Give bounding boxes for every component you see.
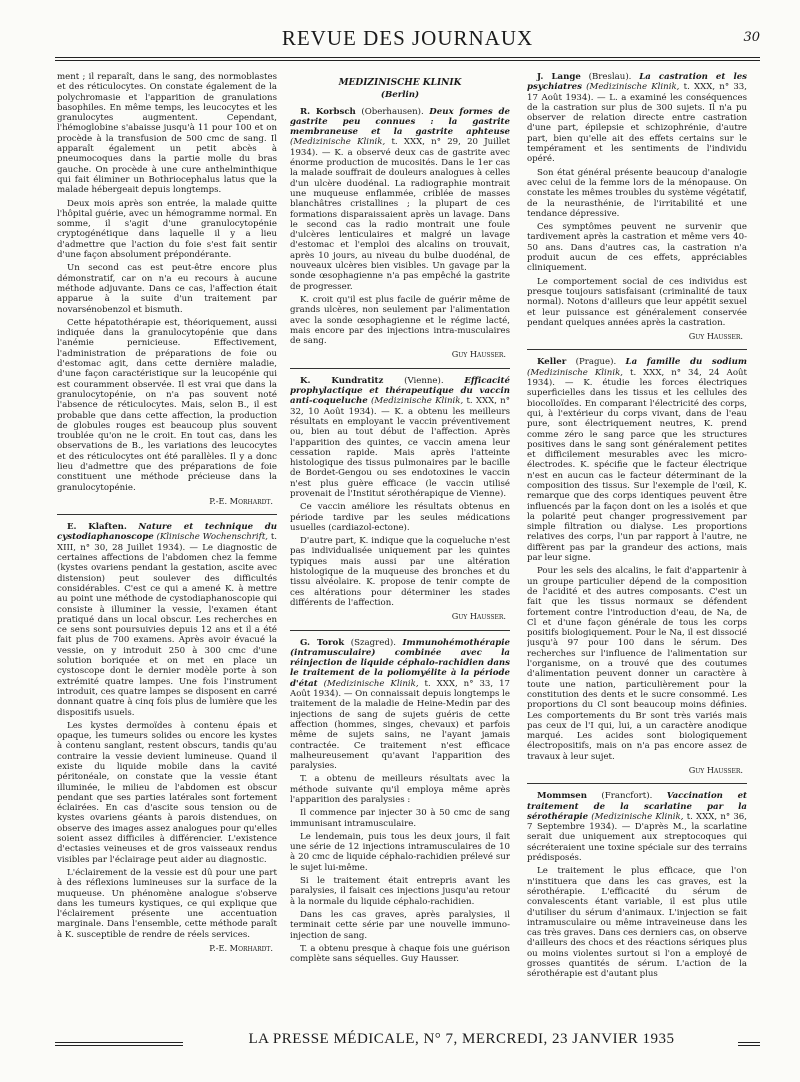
journal-reference: (Medizinische Klinik, [290,137,386,148]
article-body: t. XIII, n° 30, 28 Juillet 1934). — Le diagnostic de certaines affections de l'abdomen chez la femme (kystes ovariens pendant la gestation, ascite avec distension) peut soulever des difficultés considérables. C'est ce qui a amené K. à mettre au point une méthode de cystodiaphanoscopie qui consiste à illuminer la vessie, l'examen étant pratiqué dans un local obscur. Les recherches en ce sens sont poursuivies depuis 12 ans et il a été fait plus de 700 examens. Après avoir évacué la vessie, on y introduit 250 à 300 cmc d'une solution boriquée et on met en place un cystoscope dont le dernier modèle porte à son extrémité quatre lampes. Une fois l'instrument introduit, ces quatre lampes se disposent en carré donnant quatre à cinq fois plus de lumière que les dispositifs usuels. [57,532,277,718]
paragraph: Cette hépatothérapie est, théoriquement, aussi indiquée dans la granulocytopénie que dans l'anémie pernicieuse. Effectivement, l'administration de préparations de foie ou d'estomac agit, dans cette dernière maladie, d'une façon caractéristique sur la leucopénie qui est couramment observée. Il est vrai que dans la granulocytopénie, on n'a pas souvent noté l'absence de réticulocytes. Mais, selon B., il est probable que dans cette affection, la production de globules rouges est beaucoup plus souvent troublée qu'on ne le croit. En tout cas, dans les observations de B., les variations des leucocytes et des réticulocytes ont été parallèles. Il y a donc lieu d'admettre que des préparations de foie constituent une méthode précieuse dans la granulocytopénie. [57,317,277,493]
article-body: t. XXX, n° 36, 7 Septembre 1934). — D'après M., la scarlatine serait due uniquement aux streptocoques qui sécréteraient une toxine spéciale sur des terrains prédisposés. [527,811,747,864]
article-abstract [290,638,510,772]
column-2 [290,72,510,1007]
paragraph: Il commence par injecter 30 à 50 cmc de sang immunisant intramusculaire. [290,808,510,829]
author-city: (Francfort). [601,791,653,802]
article-author: E. Klaften. [67,522,127,533]
paragraph: Un second cas est peut-être encore plus démonstratif, car on n'a eu recours à aucune méthode adjuvante. Dans ce cas, l'affection était apparue à la suite d'un traitement par novarsénobenzol et bismuth. [57,263,277,315]
journal-reference: (Medizinische Klinik, [323,678,419,689]
paragraph: Son état général présente beaucoup d'analogie avec celui de la femme lors de la ménopause. On constate les mêmes troubles du système végétatif, de la neurasthénie, de l'irritabilité et une tendance dépressive. [527,167,747,219]
article-title: La castration et les psychiatres [527,72,747,93]
reviewer-signature: Guy Hausser. [451,349,506,360]
paragraph: Si le traitement était entrepris avant les paralysies, il faisait ces injections jusqu'au retour à la normale du liquide céphalo-rachidien. [290,876,510,907]
reviewer-signature: Guy Hausser. [688,331,743,342]
paragraph: D'autre part, K. indique que la coqueluche n'est pas individualisée uniquement par les quintes typiques mais aussi par une altération histologique de la muqueuse des bronches et du tissu alvéolaire. K. propose de tenir compte de ces altérations pour déterminer les stades différents de l'affection. [290,536,510,608]
author-city: (Szagred). [350,637,396,648]
article-title: Vaccination et traitement de la scarlatine par la sérothérapie [527,791,747,822]
paragraph: Le traitement le plus efficace, que l'on n'instituera que dans les cas graves, est la sérothérapie. L'efficacité du sérum de convalescents étant variable, il est plus utile d'utiliser du sérum d'animaux. L'injection se fait intramusculaire ou même intraveineuse dans les cas très graves. Dans ces derniers cas, on observe d'ailleurs des chocs et des réactions sériques plus ou moins violentes surtout si l'on a employé de grosses quantités de sérum. L'action de la sérothérapie est d'autant plus [527,866,747,980]
article-body: t. XXX, n° 33, 17 Août 1934). — L. a examiné les conséquences de la castration sur plus de 300 sujets. Il n'a pu observer de relation directe entre castration d'une part, épilepsie et schizophrénie, d'autre part, bien qu'elle ait des effets certains sur le tempérament et les sentiments de l'individu opéré. [527,82,747,165]
reviewer-signature: P.-E. Morhardt. [209,943,273,954]
article-divider [527,349,747,350]
article-title: Nature et technique du cystodiaphanoscope [57,522,277,543]
column-1 [57,72,277,1007]
footer-rule [738,1045,760,1046]
journal-reference: (Klinische Wochenschrift, [156,532,269,543]
article-abstract [527,791,747,863]
page-number: 30 [743,30,760,45]
article-abstract [290,376,510,500]
article-body: t. XXX, n° 33, 17 Août 1934). — On connaissait depuis longtemps le traitement de la maladie de Heine-Medin par des injections de sang de sujets guéris de cette affection (hommes, singes, chevaux) et parfois même de sujets sains, ne l'ayant jamais contractée. Ce traitement n'est efficace malheureusement qu'avant l'apparition des paralysies. [290,678,510,772]
paragraph: Ces symptômes peuvent ne survenir que tardivement après la castration et même vers 40-50 ans. Dans d'autres cas, la castration n'a produit aucun de ces effets, appréciables cliniquement. [527,222,747,274]
paragraph: Ce vaccin améliore les résultats obtenus en période tardive par les seules médications usuelles (cardiazol-ectone). [290,502,510,533]
paragraph: Le comportement social de ces individus est presque toujours satisfaisant (criminalité de taux normal). Notons d'ailleurs que leur appétit sexuel et leur puissance est généralement conservée pendant quelques années après la castration. [527,276,747,328]
paragraph: T. a obtenu de meilleurs résultats avec la méthode suivante qu'il employa même après l'apparition des paralysies : [290,774,510,805]
paragraph: Deux mois après son entrée, la malade quitte l'hôpital guérie, avec un hémogramme normal. En somme, il s'agit d'une granulocytopénie cryptogénétique dans laquelle il y a lieu d'admettre que l'action du foie s'est fait sentir d'une façon absolument prépondérante. [57,198,277,261]
header-rule [55,60,760,61]
journal-reference: (Medizinische Klinik, [371,396,464,407]
column-3 [527,72,747,1007]
running-head: REVUE DES JOURNAUX [281,26,534,50]
journal-section-city: (Berlin) [380,90,420,101]
article-abstract [57,522,277,718]
header-rule [55,57,760,58]
page-footer [55,1028,760,1062]
article-divider [57,514,277,515]
footer-rule [738,1042,760,1043]
article-title: Immunohémothérapie (intramusculaire) combinée avec la réinjection de liquide céphalo-rachidien dans le traitement de la poliomyélite à la période d'état [290,637,510,689]
author-city: (Prague). [575,357,617,368]
article-body: t. XXX, n° 34, 24 Août 1934). — K. étudie les forces électriques superficielles dans les tissus et les cellules des biocolloïdes. En comparant l'électricité des corps, qui, à l'extérieur du corps vivant, dans de l'eau pure, sont électriquement neutres, K. prend comme zéro le sang parce que les structures positives dans le sang sont généralement petites et difficilement mesurables avec les micro-électrodes. K. spécifie que le facteur électrique n'est en aucun cas le facteur déterminant de la composition des tissus. Sur l'exemple de l'œil, K. remarque que des corps identiques peuvent être influencés par la façon dont on les a isolés et que la polarité peut changer progressivement par simple filtration ou dialyse. Les proportions relatives des corps, l'un par rapport à l'autre, ne diffèrent pas par la grandeur des actions, mais par leur signe. [527,367,747,564]
reviewer-signature: P.-E. Morhardt. [209,495,273,506]
article-abstract [527,357,747,563]
page-header [55,14,760,60]
article-divider [527,783,747,784]
footer-rule [55,1045,183,1046]
article-divider [290,630,510,631]
paragraph: ment ; il reparaît, dans le sang, des normoblastes et des réticulocytes. On constate également de la polychromasie et l'apparition de granulations basophiles. En même temps, les leucocytes et les granulocytes augmentent. Cependant, l'hémoglobine s'abaisse jusqu'à 11 pour 100 et on procède à la transfusion de 500 cmc de sang. Il apparaît également un petit abcès à pneumocoques dans la partie molle du bras gauche. On procède à une cure anthelminthique qui fait éliminer un Bothriocephalus latus que la malade hébergeait depuis longtemps. [57,72,277,196]
article-body: t. XXX, n° 32, 10 Août 1934). — K. a obtenu les meilleurs résultats en employant le vaccin préventivement ou, bien au tout début de l'affection. Après l'apparition des quintes, ce vaccin amena leur cessation rapide. Mais après l'atteinte histologique des tissus pulmonaires par le bacille de Bordet-Gengou ou ses endotoxines le vaccin n'est plus guère efficace (le vaccin utilisé provenait de l'Institut sérothérapique de Vienne). [290,396,510,499]
paragraph: Pour les sels des alcalins, le fait d'appartenir à un groupe particulier dépend de la composition de l'acidité et des autres composants. C'est un fait que les tissus normaux se défendent fortement contre l'introduction d'eau, de Na, de Cl et d'une façon générale de tous les corps positifs biologiquement. Pour le Na, il est dissocié jusqu'à 97 pour 100 dans le sérum. Des recherches sur l'influence de l'alimentation sur l'organisme, on a trouvé que des coutumes d'alimentation peuvent donner un caractère à toute une nation, particulièrement pour la constitution des dents et le sucre consommé. Les proportions du Cl sont beaucoup moins définies. Les comportements du Br sont très variés mais pas ceux de l'I qui, lui, a un caractère anodique marqué. Les acides sont biologiquement électropositifs, mais on n'a pas encore assez de travaux à leur sujet. [527,566,747,762]
article-author: R. Korbsch [300,106,356,117]
article-author: Mommsen [537,791,587,802]
article-title: Efficacité prophylactique et thérapeutique du vaccin anti-coqueluche [290,375,510,407]
paragraph: T. a obtenu presque à chaque fois une guérison complète sans séquelles. Guy Hausser. [290,943,510,965]
article-abstract [290,107,510,292]
author-city: (Vienne). [404,375,444,386]
article-author: Keller [537,357,567,368]
footer-rule [55,1042,183,1043]
article-divider [290,368,510,369]
article-author: J. Lange [537,72,581,82]
journal-reference: (Medizinische Klinik, [591,811,684,822]
reviewer-signature: Guy Hausser. [688,765,743,775]
paragraph: K. croit qu'il est plus facile de guérir même de grands ulcères, non seulement par l'alimentation avec la sonde œsophagienne et le régime lacté, mais encore par des injections intra-musculaires de sang. [290,294,510,347]
journal-section-title: MEDIZINISCHE KLINIK [338,78,462,88]
paragraph: Dans les cas graves, après paralysies, il terminait cette série par une nouvelle immuno-injection de sang. [290,909,510,941]
article-title: La famille du sodium [625,357,747,368]
article-author: K. Kundratitz [300,375,384,386]
paragraph: Le lendemain, puis tous les deux jours, il fait une série de 12 injections intramusculaires de 10 à 20 cmc de liquide céphalo-rachidien prélevé sur le sujet lui-même. [290,831,510,873]
author-city: (Breslau). [588,72,632,82]
article-body: t. XXX, n° 29, 20 Juillet 1934). — K. a observé deux cas de gastrite avec énorme production de mucosités. Dans le 1er cas la malade souffrait de douleurs analogues à celles d'un ulcère duodénal. La radiographie montrait une muqueuse enflammée, criblée de masses blanchâtres cristallines ; la plupart de ces formations disparaissaient après un lavage. Dans le second cas la radio montrait une foule d'ulcères lenticulaires et malgré un lavage d'estomac et l'emploi des alcalins on trouvait, après 10 jours, au niveau du bulbe duodénal, de nouveaux ulcères bien visibles. Un gavage par la sonde œsophagienne n'a pas empêché la gastrite de progresser. [290,137,510,292]
journal-reference: (Medizinische Klinik, [527,367,624,378]
reviewer-signature: Guy Hausser. [451,611,506,622]
paragraph: L'éclairement de la vessie est dû pour une part à des réflexions lumineuses sur la surface de la muqueuse. Un phénomène analogue s'observe dans les tumeurs kystiques, ce qui explique que l'éclairement présente une accentuation marginale. Dans l'ensemble, cette méthode paraît à K. susceptible de rendre de réels services. [57,867,277,940]
paragraph: Les kystes dermoïdes à contenu épais et opaque, les tumeurs solides ou encore les kystes à contenu sanglant, restent obscurs, tandis qu'au contraire la vessie devient lumineuse. Quand il existe du liquide mobile dans la cavité péritonéale, on constate que la vessie étant illuminée, le milieu de l'abdomen est obscur pendant que ses parties latérales sont fortement éclairées. En cas d'ascite sous tension ou de kystes ovariens géants à parois distendues, on observe des images assez analogues pour qu'elles soient assez difficiles à différencier. L'existence d'ectasies veineuses et de gros vaisseaux rendus visibles par l'éclairage peut aider au diagnostic. [57,720,277,865]
article-author: G. Torok [300,637,345,648]
article-title: Deux formes de gastrite peu connues : la gastrite membraneuse et la gastrite aphteuse [290,106,510,138]
footer-publication-line: LA PRESSE MÉDICALE, N° 7, MERCREDI, 23 JANVIER 1935 [248,1031,675,1047]
author-city: (Oberhausen). [361,106,424,117]
journal-reference: (Medizinische Klinik, [586,82,680,93]
article-abstract [527,72,747,165]
